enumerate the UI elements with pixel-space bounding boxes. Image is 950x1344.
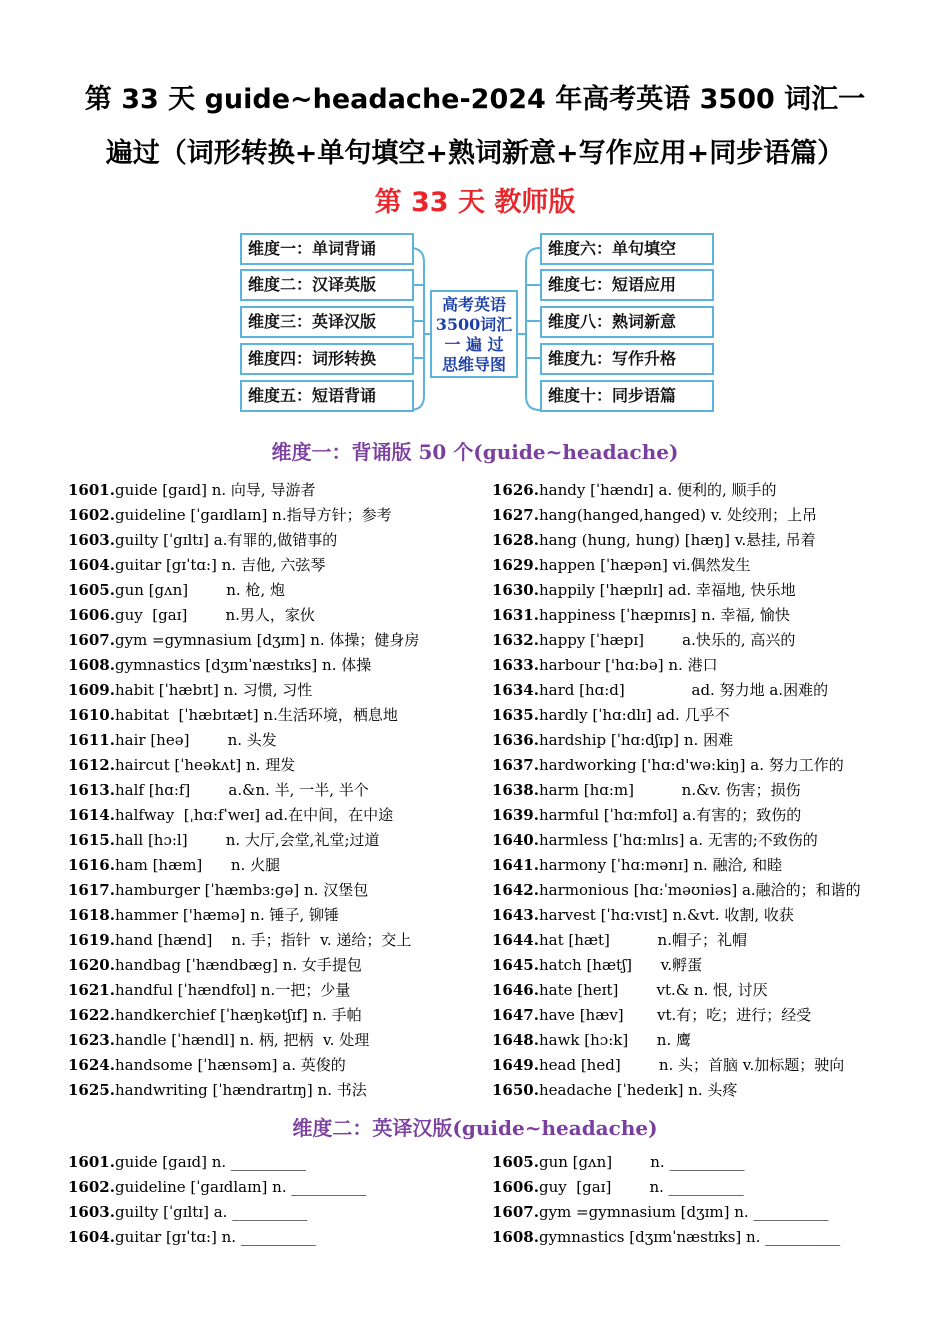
entry-text: happy [ˈhæpɪ] a.快乐的, 高兴的 bbox=[538, 631, 796, 649]
entry-text: head [hed] n. 头；首脑 v.加标题；驶向 bbox=[538, 1056, 845, 1074]
entry-number: 1645. bbox=[492, 956, 539, 974]
entry-text: hammer ['hæmə] n. 锤子, 铆锤 bbox=[114, 906, 340, 924]
vocab-entry bbox=[68, 778, 369, 803]
entry-text: gym =gymnasium [dʒɪm] n. __________ bbox=[538, 1203, 829, 1221]
entry-number: 1608. bbox=[492, 1228, 539, 1246]
entry-text: guilty [ˈgɪltɪ] a. __________ bbox=[114, 1203, 308, 1221]
vocab-entry bbox=[68, 1053, 346, 1078]
entry-number: 1627. bbox=[492, 506, 539, 524]
vocab-entry bbox=[492, 628, 795, 653]
entry-text: hard [hɑ:d] ad. 努力地 a.困难的 bbox=[538, 681, 829, 699]
entry-number: 1609. bbox=[68, 681, 115, 699]
entry-number: 1631. bbox=[492, 606, 539, 624]
entry-number: 1602. bbox=[68, 506, 115, 524]
entry-text: hang(hanged,hanged) v. 处绞刑；上吊 bbox=[538, 506, 818, 524]
mindmap-dimension-3: 维度三：英译汉版 bbox=[240, 306, 414, 338]
vocab-entry bbox=[492, 953, 702, 978]
entry-text: habitat [ˈhæbɪtæt] n.生活环境，栖息地 bbox=[114, 706, 398, 724]
vocab-entry bbox=[68, 853, 280, 878]
mindmap-dimension-5: 维度五：短语背诵 bbox=[240, 380, 414, 412]
entry-number: 1613. bbox=[68, 781, 115, 799]
entry-text: gun [gʌn] n. 枪, 炮 bbox=[114, 581, 285, 599]
entry-text: happen [ˈhæpən] vi.偶然发生 bbox=[538, 556, 751, 574]
entry-text: half [hɑ:f] a.&n. 半, 一半, 半个 bbox=[114, 781, 369, 799]
entry-number: 1601. bbox=[68, 481, 115, 499]
vocab-entry bbox=[492, 1053, 844, 1078]
entry-text: handle [ˈhændl] n. 柄, 把柄 v. 处理 bbox=[114, 1031, 370, 1049]
entry-number: 1647. bbox=[492, 1006, 539, 1024]
vocab-entry bbox=[492, 1078, 737, 1103]
entry-number: 1636. bbox=[492, 731, 539, 749]
entry-number: 1603. bbox=[68, 531, 115, 549]
entry-text: guitar [gɪˈtɑ:] n. __________ bbox=[114, 1228, 316, 1246]
vocab-entry bbox=[492, 653, 718, 678]
vocab-entry bbox=[492, 753, 844, 778]
entry-text: handy [ˈhændɪ] a. 便利的, 顺手的 bbox=[538, 481, 777, 499]
entry-number: 1625. bbox=[68, 1081, 115, 1099]
entry-number: 1624. bbox=[68, 1056, 115, 1074]
vocab-entry bbox=[492, 1200, 828, 1225]
entry-text: hall [hɔ:l] n. 大厅,会堂,礼堂;过道 bbox=[114, 831, 380, 849]
vocab-entry bbox=[492, 603, 790, 628]
entry-number: 1633. bbox=[492, 656, 539, 674]
entry-number: 1630. bbox=[492, 581, 539, 599]
vocab-entry bbox=[492, 828, 818, 853]
entry-number: 1615. bbox=[68, 831, 115, 849]
entry-number: 1606. bbox=[492, 1178, 539, 1196]
entry-number: 1648. bbox=[492, 1031, 539, 1049]
vocab-entry bbox=[68, 903, 339, 928]
entry-text: guy [gaɪ] n.男人，家伙 bbox=[114, 606, 315, 624]
entry-text: gymnastics [dʒɪmˈnæstɪks] n. __________ bbox=[538, 1228, 841, 1246]
entry-text: happily ['hæpɪlɪ] ad. 幸福地, 快乐地 bbox=[538, 581, 796, 599]
entry-number: 1649. bbox=[492, 1056, 539, 1074]
entry-text: harvest [ˈhɑ:vɪst] n.&vt. 收割, 收获 bbox=[538, 906, 794, 924]
vocab-entry bbox=[492, 803, 801, 828]
mindmap-center-line: 高考英语 bbox=[441, 295, 506, 314]
entry-number: 1617. bbox=[68, 881, 115, 899]
entry-text: hardworking ['hɑ:d'wə:kiŋ] a. 努力工作的 bbox=[538, 756, 844, 774]
entry-text: hand [hænd] n. 手；指针 v. 递给；交上 bbox=[114, 931, 412, 949]
entry-number: 1606. bbox=[68, 606, 115, 624]
entry-number: 1612. bbox=[68, 756, 115, 774]
entry-number: 1640. bbox=[492, 831, 539, 849]
entry-text: harmless [ˈhɑ:mlɪs] a. 无害的;不致伤的 bbox=[538, 831, 818, 849]
vocab-entry bbox=[492, 553, 751, 578]
entry-text: guy [gaɪ] n. __________ bbox=[538, 1178, 744, 1196]
entry-text: hamburger [ˈhæmbɜ:gə] n. 汉堡包 bbox=[114, 881, 369, 899]
entry-number: 1639. bbox=[492, 806, 539, 824]
vocab-entry bbox=[68, 1078, 367, 1103]
mindmap-center bbox=[430, 290, 518, 378]
entry-number: 1605. bbox=[68, 581, 115, 599]
vocab-entry bbox=[68, 728, 277, 753]
vocab-entry bbox=[492, 503, 817, 528]
entry-number: 1626. bbox=[492, 481, 539, 499]
entry-number: 1628. bbox=[492, 531, 539, 549]
entry-number: 1646. bbox=[492, 981, 539, 999]
entry-text: guide [gaɪd] n. 向导, 导游者 bbox=[114, 481, 316, 499]
vocab-entry bbox=[492, 678, 828, 703]
document-title-line-2: 遍过（词形转换+单句填空+熟词新意+写作应用+同步语篇） bbox=[105, 138, 845, 169]
entry-text: hawk [hɔ:k] n. 鹰 bbox=[538, 1031, 691, 1049]
entry-text: ham [hæm] n. 火腿 bbox=[114, 856, 281, 874]
mindmap-dimension-4: 维度四：词形转换 bbox=[240, 343, 414, 375]
vocab-entry bbox=[68, 953, 362, 978]
entry-number: 1620. bbox=[68, 956, 115, 974]
entry-number: 1618. bbox=[68, 906, 115, 924]
vocab-entry bbox=[68, 578, 285, 603]
vocab-entry bbox=[68, 1150, 306, 1175]
mindmap-center-line: 3500词汇 bbox=[435, 315, 513, 334]
entry-number: 1629. bbox=[492, 556, 539, 574]
vocab-entry bbox=[492, 978, 768, 1003]
entry-text: hardship [ˈhɑ:dʃɪp] n. 困难 bbox=[538, 731, 734, 749]
entry-number: 1604. bbox=[68, 1228, 115, 1246]
entry-text: harm [hɑ:m] n.&v. 伤害；损伤 bbox=[538, 781, 801, 799]
entry-text: hang (hung, hung) [hæŋ] v.悬挂, 吊着 bbox=[538, 531, 816, 549]
entry-text: harmonious [hɑ:ˈməʊniəs] a.融洽的；和谐的 bbox=[538, 881, 861, 899]
entry-number: 1622. bbox=[68, 1006, 115, 1024]
entry-text: guideline [ˈgaɪdlaɪn] n. __________ bbox=[114, 1178, 367, 1196]
vocab-entry bbox=[492, 1150, 744, 1175]
vocab-entry bbox=[492, 528, 816, 553]
vocab-entry bbox=[68, 978, 350, 1003]
entry-number: 1623. bbox=[68, 1031, 115, 1049]
vocab-entry bbox=[68, 478, 315, 503]
vocab-entry bbox=[492, 1028, 691, 1053]
entry-number: 1602. bbox=[68, 1178, 115, 1196]
vocab-entry bbox=[68, 1225, 316, 1250]
vocab-entry bbox=[492, 903, 794, 928]
entry-text: habit [ˈhæbɪt] n. 习惯, 习性 bbox=[114, 681, 313, 699]
document-title-line-1: 第 33 天 guide~headache-2024 年高考英语 3500 词汇一 bbox=[84, 84, 866, 115]
entry-text: harbour ['hɑ:bə] n. 港口 bbox=[538, 656, 718, 674]
entry-text: guitar [gɪˈtɑ:] n. 吉他, 六弦琴 bbox=[114, 556, 326, 574]
vocab-entry bbox=[492, 1003, 811, 1028]
entry-text: hair [heə] n. 头发 bbox=[114, 731, 277, 749]
entry-text: happiness [ˈhæpɪnɪs] n. 幸福, 愉快 bbox=[538, 606, 790, 624]
entry-number: 1610. bbox=[68, 706, 115, 724]
vocab-entry bbox=[68, 1200, 307, 1225]
vocab-entry bbox=[68, 1175, 366, 1200]
section-1-heading: 维度一：背诵版 50 个(guide~headache) bbox=[271, 440, 679, 464]
entry-number: 1621. bbox=[68, 981, 115, 999]
mindmap-dimension-1: 维度一：单词背诵 bbox=[240, 233, 414, 265]
vocab-entry bbox=[68, 878, 368, 903]
entry-number: 1638. bbox=[492, 781, 539, 799]
entry-text: harmful [ˈhɑ:mfʊl] a.有害的；致伤的 bbox=[538, 806, 802, 824]
entry-text: hat [hæt] n.帽子；礼帽 bbox=[538, 931, 747, 949]
entry-text: guideline [ˈgaɪdlaɪn] n.指导方针；参考 bbox=[114, 506, 392, 524]
entry-number: 1607. bbox=[68, 631, 115, 649]
section-2-heading: 维度二：英译汉版(guide~headache) bbox=[292, 1116, 658, 1140]
vocab-entry bbox=[492, 1225, 840, 1250]
entry-number: 1619. bbox=[68, 931, 115, 949]
vocab-entry bbox=[492, 878, 861, 903]
vocab-entry bbox=[492, 1175, 744, 1200]
mindmap-dimension-6: 维度六：单句填空 bbox=[540, 233, 714, 265]
entry-number: 1605. bbox=[492, 1153, 539, 1171]
entry-number: 1643. bbox=[492, 906, 539, 924]
vocab-entry bbox=[68, 503, 392, 528]
vocab-entry bbox=[68, 653, 371, 678]
entry-number: 1644. bbox=[492, 931, 539, 949]
entry-text: handkerchief [ˈhæŋkətʃɪf] n. 手帕 bbox=[114, 1006, 362, 1024]
entry-number: 1642. bbox=[492, 881, 539, 899]
entry-number: 1637. bbox=[492, 756, 539, 774]
entry-text: handful [ˈhændfʊl] n.一把；少量 bbox=[114, 981, 351, 999]
entry-text: gymnastics [dʒɪmˈnæstɪks] n. 体操 bbox=[114, 656, 372, 674]
vocab-entry bbox=[68, 603, 315, 628]
mindmap-dimension-8: 维度八：熟词新意 bbox=[540, 306, 714, 338]
entry-number: 1635. bbox=[492, 706, 539, 724]
entry-number: 1634. bbox=[492, 681, 539, 699]
mindmap-dimension-10: 维度十：同步语篇 bbox=[540, 380, 714, 412]
entry-number: 1632. bbox=[492, 631, 539, 649]
mindmap-dimension-2: 维度二：汉译英版 bbox=[240, 269, 414, 301]
vocab-entry bbox=[68, 753, 295, 778]
vocab-entry bbox=[68, 528, 337, 553]
entry-text: handwriting [ˈhændraɪtɪŋ] n. 书法 bbox=[114, 1081, 367, 1099]
entry-number: 1604. bbox=[68, 556, 115, 574]
entry-text: harmony [ˈhɑ:mənɪ] n. 融洽, 和睦 bbox=[538, 856, 783, 874]
mindmap-dimension-9: 维度九：写作升格 bbox=[540, 343, 714, 375]
entry-number: 1601. bbox=[68, 1153, 115, 1171]
entry-number: 1616. bbox=[68, 856, 115, 874]
vocab-entry bbox=[68, 628, 419, 653]
entry-text: headache [ˈhedeɪk] n. 头疼 bbox=[538, 1081, 738, 1099]
vocab-entry bbox=[492, 778, 801, 803]
vocab-entry bbox=[68, 553, 325, 578]
entry-text: guide [gaɪd] n. __________ bbox=[114, 1153, 306, 1171]
entry-text: guilty [ˈgɪltɪ] a.有罪的,做错事的 bbox=[114, 531, 338, 549]
entry-text: hate [heɪt] vt.& n. 恨, 讨厌 bbox=[538, 981, 768, 999]
mindmap-center-line: 思维导图 bbox=[441, 355, 506, 374]
vocab-entry bbox=[68, 928, 411, 953]
entry-text: hatch [hætʃ] v.孵蛋 bbox=[538, 956, 703, 974]
teacher-edition-subtitle: 第 33 天 教师版 bbox=[374, 187, 576, 218]
mindmap-center-line: 一 遍 过 bbox=[444, 335, 504, 354]
entry-text: hardly [ˈhɑ:dlɪ] ad. 几乎不 bbox=[538, 706, 730, 724]
vocab-entry bbox=[68, 678, 312, 703]
entry-text: handsome [ˈhænsəm] a. 英俊的 bbox=[114, 1056, 346, 1074]
entry-number: 1608. bbox=[68, 656, 115, 674]
entry-text: haircut [ˈheəkʌt] n. 理发 bbox=[114, 756, 296, 774]
vocab-entry bbox=[68, 1003, 362, 1028]
vocab-entry bbox=[492, 853, 782, 878]
vocab-entry bbox=[68, 828, 380, 853]
entry-text: gym =gymnasium [dʒɪm] n. 体操；健身房 bbox=[114, 631, 420, 649]
entry-number: 1603. bbox=[68, 1203, 115, 1221]
entry-number: 1611. bbox=[68, 731, 115, 749]
vocab-entry bbox=[68, 703, 398, 728]
entry-number: 1607. bbox=[492, 1203, 539, 1221]
entry-text: halfway [ˌhɑ:fˈweɪ] ad.在中间，在中途 bbox=[114, 806, 394, 824]
entry-number: 1650. bbox=[492, 1081, 539, 1099]
vocab-entry bbox=[68, 1028, 369, 1053]
vocab-entry bbox=[492, 578, 796, 603]
vocab-entry bbox=[492, 703, 730, 728]
entry-number: 1641. bbox=[492, 856, 539, 874]
entry-number: 1614. bbox=[68, 806, 115, 824]
entry-text: handbag [ˈhændbæg] n. 女手提包 bbox=[114, 956, 362, 974]
entry-text: have [hæv] vt.有；吃；进行；经受 bbox=[538, 1006, 812, 1024]
vocab-entry bbox=[68, 803, 393, 828]
vocab-entry bbox=[492, 478, 777, 503]
vocab-entry bbox=[492, 728, 733, 753]
mindmap-dimension-7: 维度七：短语应用 bbox=[540, 269, 714, 301]
entry-text: gun [gʌn] n. __________ bbox=[538, 1153, 745, 1171]
vocab-entry bbox=[492, 928, 747, 953]
